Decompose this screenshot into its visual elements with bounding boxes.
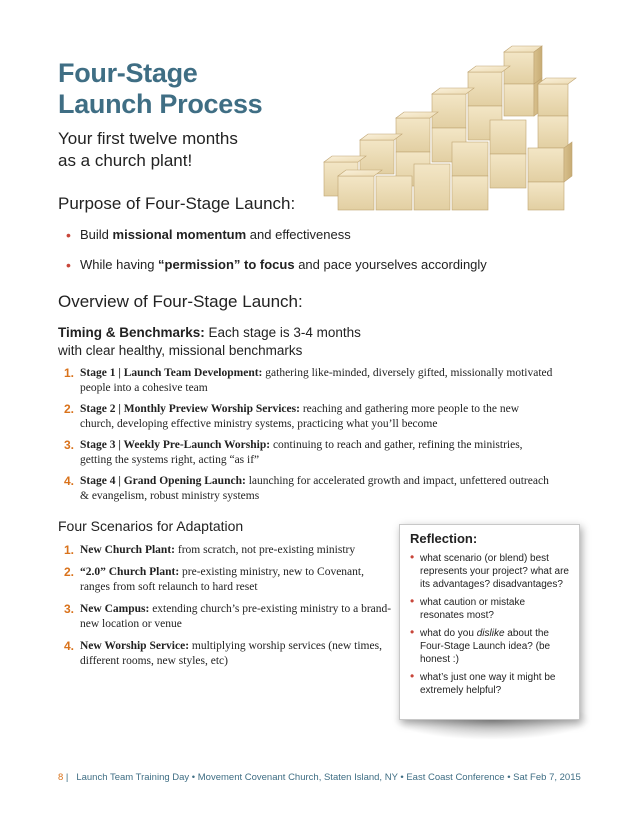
list-item: • what do you dislike about the Four-Stage Launch idea? (be honest :) — [410, 627, 569, 666]
list-item: • what’s just one way it might be extremely helpful? — [410, 671, 569, 697]
stage-item: 3. Stage 3 | Weekly Pre-Launch Worship: continuing to reach and gather, refining the ministries, getting the systems right, acting “as if” — [64, 438, 523, 466]
scenario-item: 4. New Worship Service: multiplying worship services (new times, different rooms, new styles, etc) — [64, 639, 382, 667]
page-number: 8 — [58, 772, 64, 783]
list-item: • Build missional momentum and effectiveness — [66, 226, 487, 256]
reflection-questions — [410, 552, 569, 697]
list-item: • what scenario (or blend) best represents your project? what are its advantages? disadvantages? — [410, 552, 569, 591]
purpose-heading: Purpose of Four-Stage Launch: — [58, 194, 296, 213]
footer-separator: | — [63, 772, 69, 783]
footer-text: Launch Team Training Day • Movement Covenant Church, Staten Island, NY • East Coast Conference • Sat Feb 7, 2015 — [76, 772, 581, 783]
purpose-list — [66, 226, 487, 286]
overview-heading: Overview of Four-Stage Launch: — [58, 292, 303, 311]
reflection-title: Reflection: — [410, 531, 478, 546]
timing-benchmarks: Timing & Benchmarks: Each stage is 3-4 months with clear healthy, missional benchmarks — [58, 325, 361, 358]
scenarios-heading: Four Scenarios for Adaptation — [58, 518, 244, 534]
scenarios-list — [64, 543, 394, 676]
scenario-item: 2. “2.0” Church Plant: pre-existing ministry, new to Covenant, ranges from soft relaunch to hard reset — [64, 565, 364, 593]
subtitle-line-1: Your first twelve months — [58, 129, 238, 148]
wooden-blocks-image — [318, 44, 580, 216]
stages-list — [64, 366, 554, 510]
subtitle — [58, 128, 238, 172]
page-footer — [58, 772, 581, 783]
stage-item: 1. Stage 1 | Launch Team Development: gathering like-minded, diversely gifted, missionally motivated people into a cohesive team — [64, 366, 553, 394]
stage-item: 2. Stage 2 | Monthly Preview Worship Services: reaching and gathering more people to the new church, developing effective ministry systems, practicing what you’ll become — [64, 402, 520, 430]
title-line-2: Launch Process — [58, 89, 263, 119]
list-item: • While having “permission” to focus and pace yourselves accordingly — [66, 256, 487, 286]
scenario-item: 1. New Church Plant: from scratch, not pre-existing ministry — [64, 543, 356, 557]
title-line-1: Four-Stage — [58, 58, 198, 88]
page-title — [58, 58, 262, 120]
stage-item: 4. Stage 4 | Grand Opening Launch: launching for accelerated growth and impact, unfettered outreach & evangelism, robust ministry systems — [64, 474, 549, 502]
reflection-box — [399, 524, 580, 720]
list-item: • what caution or mistake resonates most? — [410, 596, 569, 622]
subtitle-line-2: as a church plant! — [58, 151, 193, 170]
scenario-item: 3. New Campus: extending church’s pre-existing ministry to a brand-new location or venue — [64, 602, 392, 630]
